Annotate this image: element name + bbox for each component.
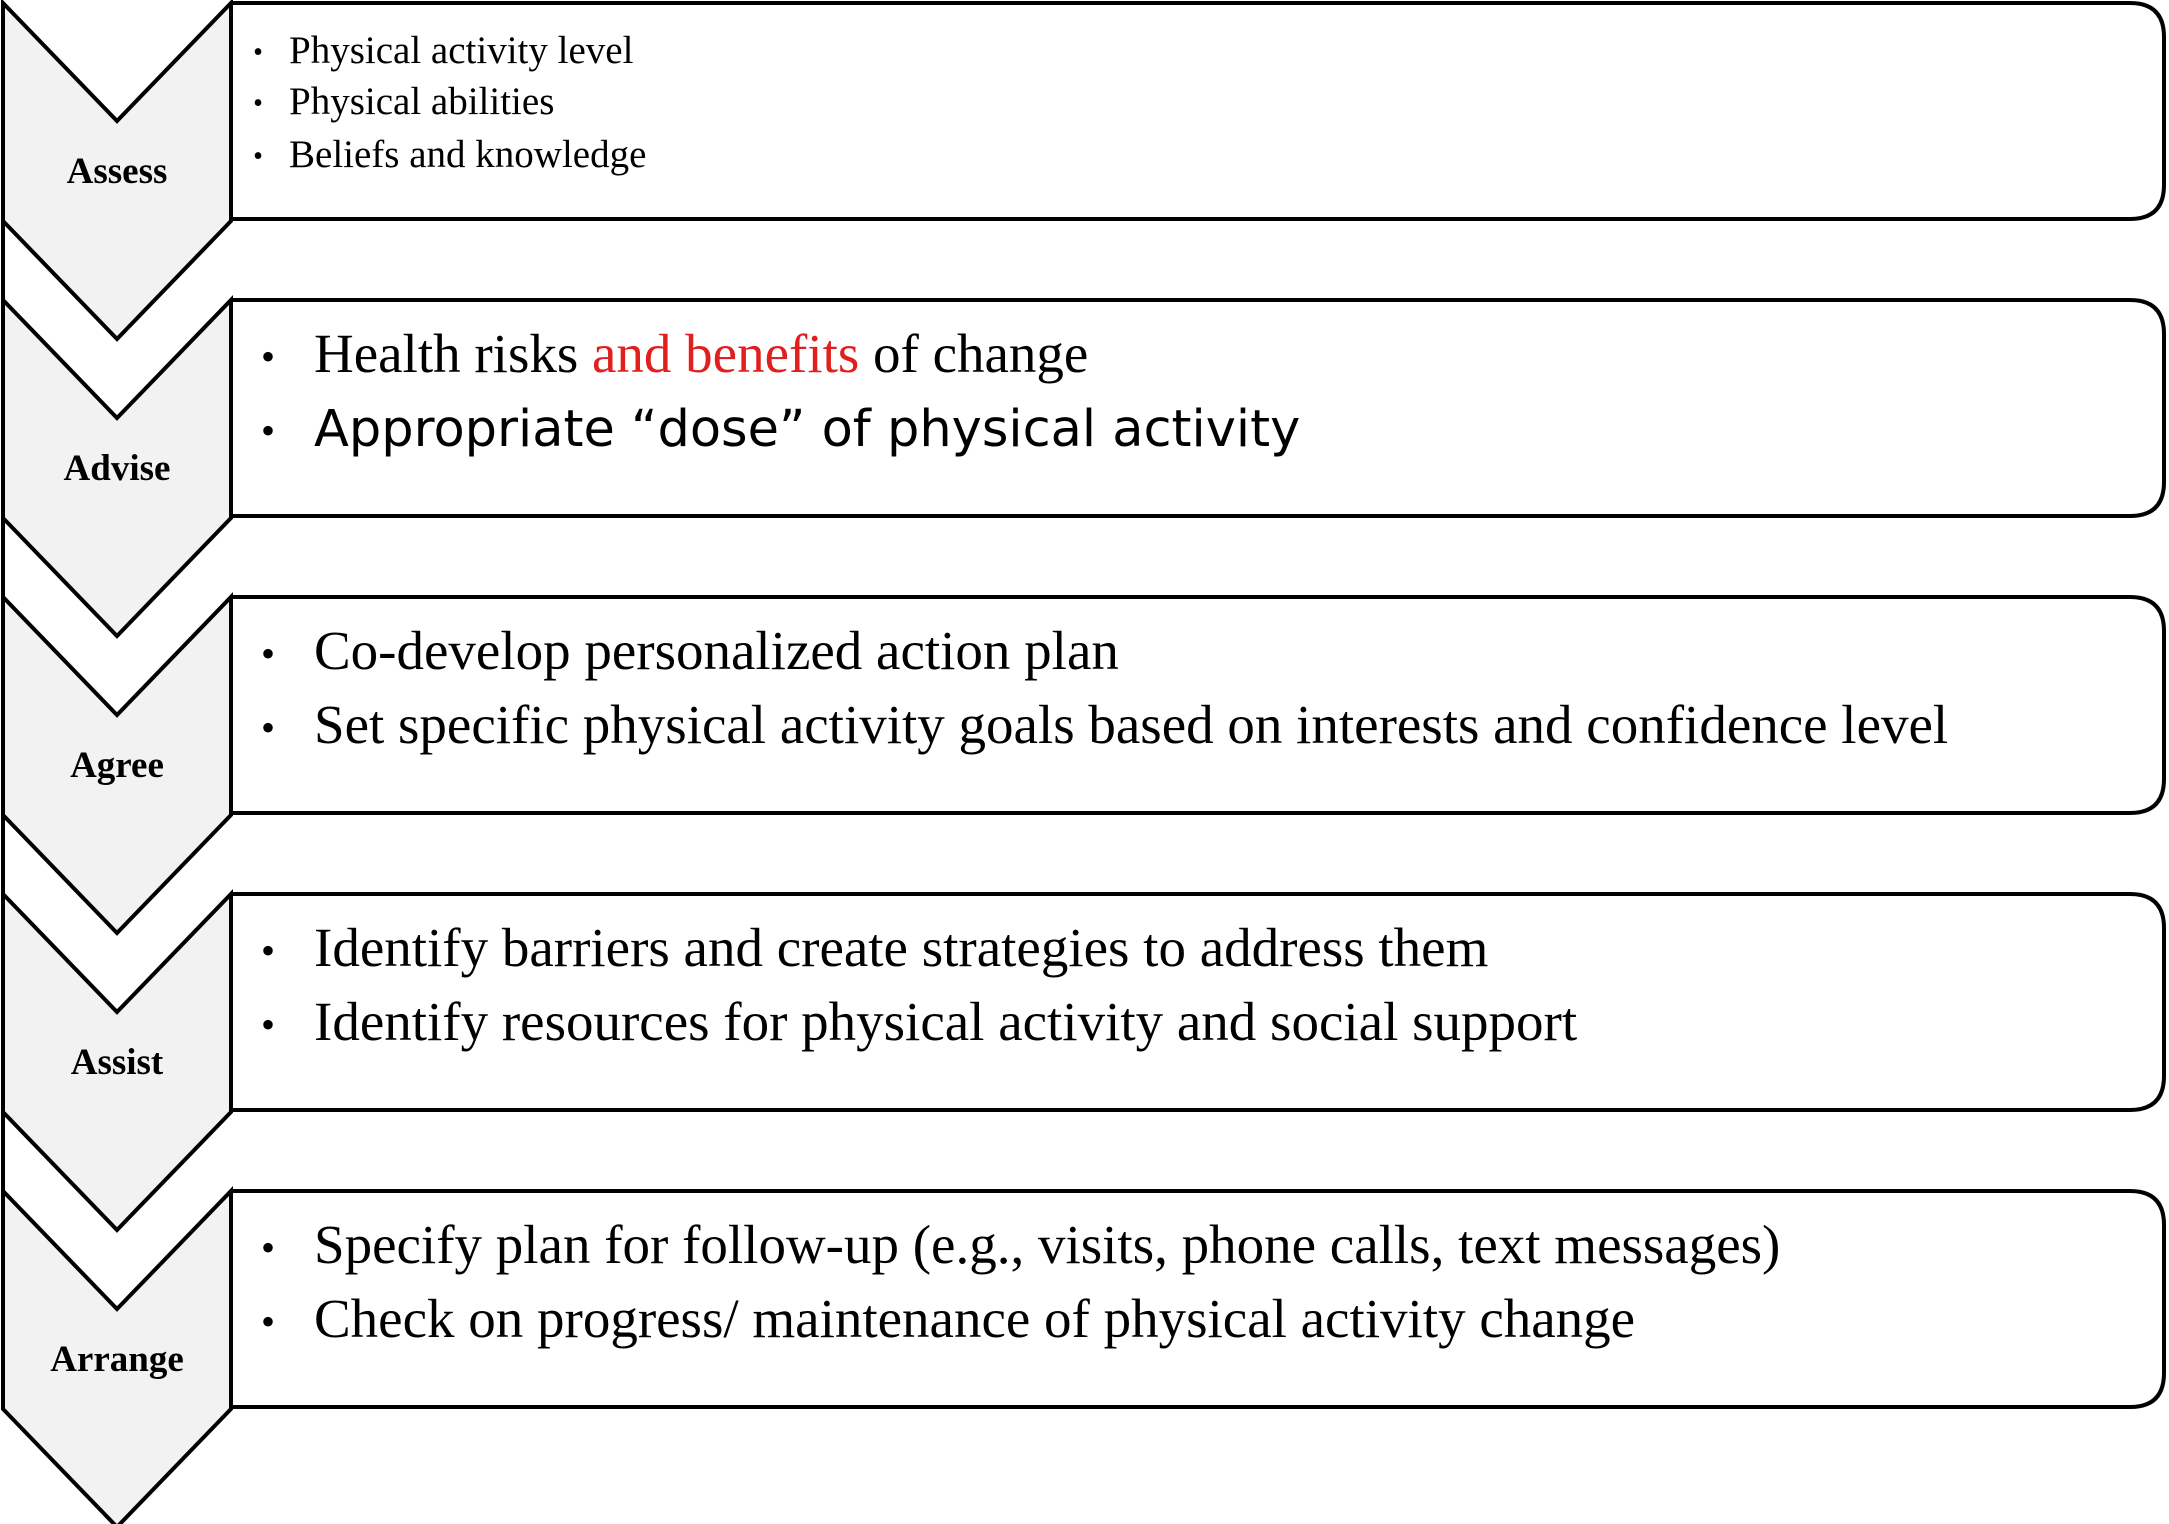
stage-box-agree (232, 597, 2164, 813)
bullet-item (314, 1288, 1635, 1349)
chevron-arrange (3, 1191, 231, 1524)
bullet-text-run: Physical activity level (289, 29, 634, 72)
chevron-assist (3, 894, 231, 1230)
bullet-text-run: Check on progress/ maintenance of physical activity change (314, 1288, 1636, 1349)
bullet-text-run: Beliefs and knowledge (289, 133, 647, 176)
stage-box-arrange (232, 1191, 2164, 1407)
bullet-item (289, 133, 646, 176)
bullet-dot: • (260, 408, 276, 453)
bullet-text-run: Identify resources for physical activity and social support (314, 991, 1578, 1052)
bullet-item (289, 29, 634, 72)
bullet-dot: • (260, 928, 276, 973)
bullet-text-run: Appropriate “dose” of physical activity (314, 400, 1301, 459)
bullet-text-run: of change (859, 323, 1089, 384)
bullet-text-run: Co-develop personalized action plan (314, 620, 1119, 681)
chevron-agree (3, 597, 231, 933)
bullet-dot: • (253, 37, 263, 68)
stage-box-assess (232, 3, 2164, 219)
bullet-dot: • (253, 141, 263, 172)
bullet-text-run: Set specific physical activity goals based on interests and confidence level (314, 694, 1949, 755)
bullet-item (314, 917, 1488, 978)
bullet-text-run: Physical abilities (289, 80, 555, 123)
bullet-item (314, 323, 1088, 384)
stage-label-arrange: Arrange (50, 1339, 184, 1380)
bullet-item (314, 991, 1577, 1052)
stage-box-assist (232, 894, 2164, 1110)
chevron-assess (3, 3, 231, 339)
stage-box-advise (232, 300, 2164, 516)
bullet-text-run: Identify barriers and create strategies to address them (314, 917, 1489, 978)
stage-label-assist: Assist (70, 1042, 164, 1083)
bullet-text-run: Specify plan for follow-up (e.g., visits, phone calls, text messages) (314, 1214, 1781, 1275)
bullet-item (314, 694, 1948, 755)
bullet-dot: • (260, 334, 276, 379)
bullet-text-run: and benefits (592, 323, 860, 384)
bullet-dot: • (260, 1225, 276, 1270)
bullet-item (314, 1214, 1780, 1275)
stage-label-advise: Advise (63, 448, 171, 489)
bullet-item (314, 400, 1300, 459)
bullet-dot: • (260, 631, 276, 676)
bullet-item (289, 80, 554, 123)
stage-label-agree: Agree (70, 745, 164, 786)
bullet-dot: • (260, 1299, 276, 1344)
stage-label-assess: Assess (66, 151, 168, 192)
bullet-text-run: Health risks (314, 323, 593, 384)
chevron-advise (3, 300, 231, 636)
bullet-dot: • (260, 705, 276, 750)
bullet-item (314, 620, 1119, 681)
bullet-dot: • (253, 88, 263, 119)
bullet-dot: • (260, 1002, 276, 1047)
